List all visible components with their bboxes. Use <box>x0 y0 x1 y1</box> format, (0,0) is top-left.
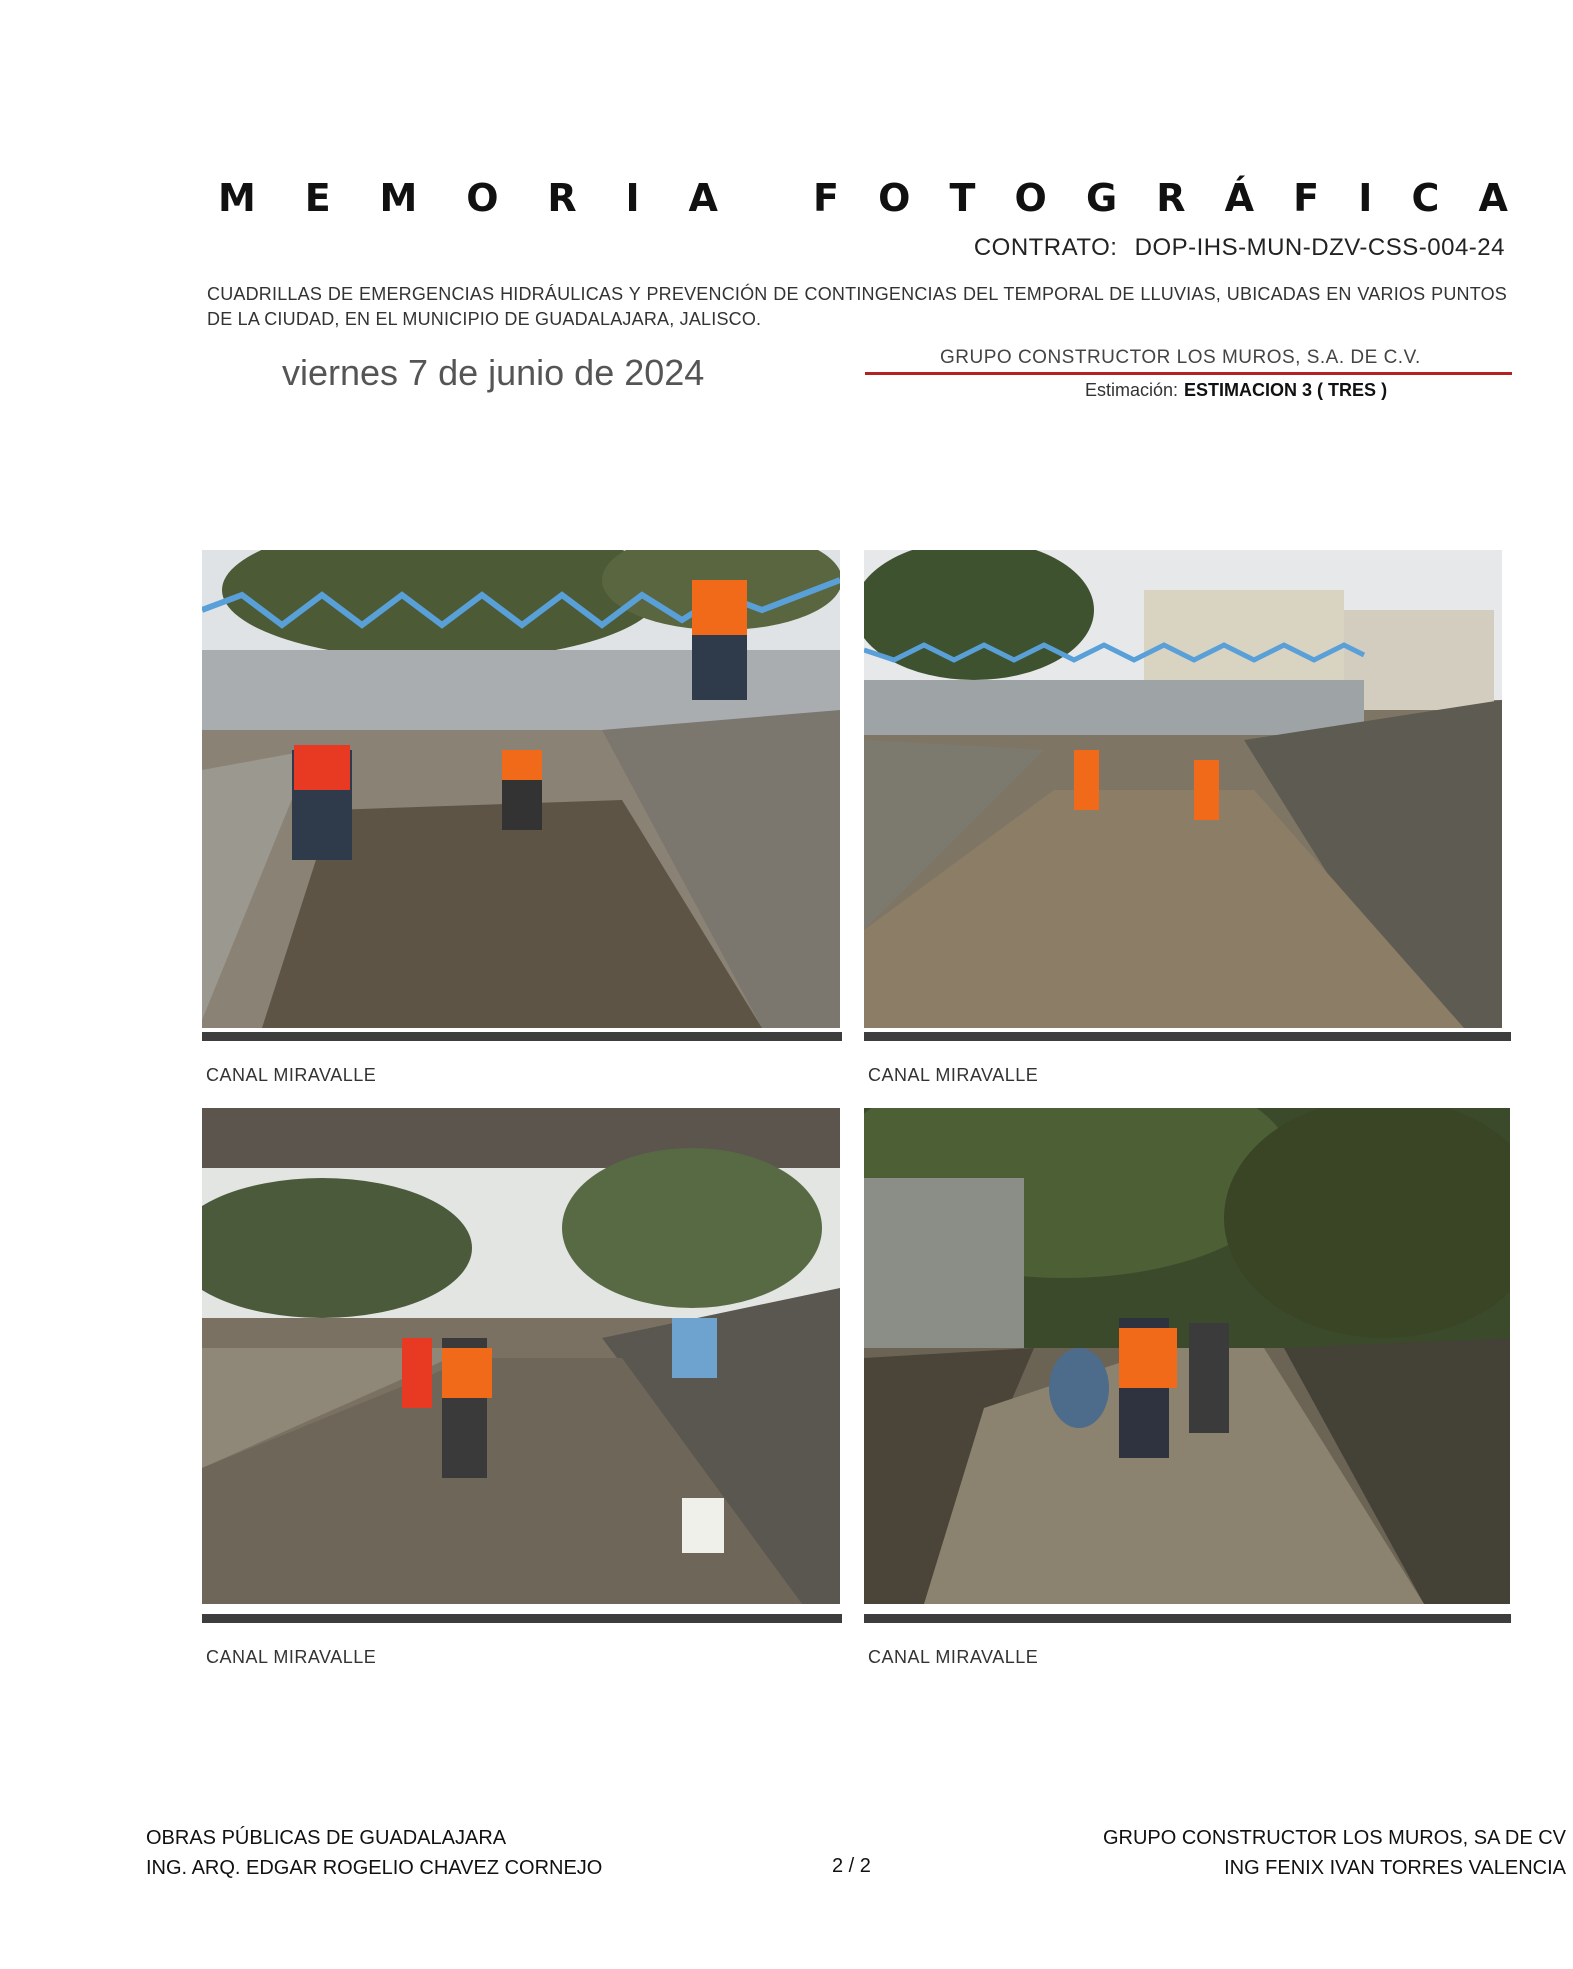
photo-4 <box>864 1108 1510 1604</box>
title-letter: I <box>625 176 640 220</box>
title-letter: A <box>1478 176 1508 220</box>
title-letter: F <box>813 176 839 220</box>
title-letter: I <box>1358 176 1373 220</box>
report-date: viernes 7 de junio de 2024 <box>282 352 705 393</box>
title-letter: R <box>547 176 577 220</box>
title-letter: T <box>949 176 976 220</box>
footer-left-line2: ING. ARQ. EDGAR ROGELIO CHAVEZ CORNEJO <box>146 1857 603 1879</box>
photo-caption-1: CANAL MIRAVALLE <box>206 1065 377 1085</box>
caption-bar-1 <box>202 1032 842 1041</box>
title-letter: O <box>466 176 499 220</box>
photo-3 <box>202 1108 840 1604</box>
title-word-memoria <box>218 176 718 220</box>
photo-caption-3: CANAL MIRAVALLE <box>206 1647 377 1667</box>
footer-right-line1: GRUPO CONSTRUCTOR LOS MUROS, SA DE CV <box>1102 1827 1566 1849</box>
page-number: 2 / 2 <box>832 1855 871 1877</box>
footer-left <box>146 1823 602 1883</box>
title-letter: Á <box>1224 176 1255 220</box>
title-letter: E <box>304 176 331 220</box>
title-letter: O <box>1014 176 1047 220</box>
company-name: GRUPO CONSTRUCTOR LOS MUROS, S.A. DE C.V. <box>940 347 1421 368</box>
estimation-info <box>1085 380 1387 401</box>
page-title <box>218 176 1508 220</box>
title-letter: F <box>1293 176 1320 220</box>
title-letter: G <box>1085 176 1118 220</box>
contract-label: CONTRATO: <box>973 234 1118 261</box>
contract-number: DOP-IHS-MUN-DZV-CSS-004-24 <box>1134 234 1505 261</box>
title-word-fotografica <box>813 176 1508 220</box>
title-letter: O <box>878 176 911 220</box>
footer-right <box>1103 1823 1566 1883</box>
caption-bar-4 <box>864 1614 1511 1623</box>
photo-caption-2: CANAL MIRAVALLE <box>868 1065 1039 1085</box>
title-letter: M <box>218 176 256 220</box>
footer-right-line2: ING FENIX IVAN TORRES VALENCIA <box>1224 1857 1566 1879</box>
photo-caption-4: CANAL MIRAVALLE <box>868 1647 1039 1667</box>
footer-left-line1: OBRAS PÚBLICAS DE GUADALAJARA <box>146 1827 507 1849</box>
title-letter: M <box>379 176 418 220</box>
photo-2 <box>864 550 1502 1028</box>
estimation-value: ESTIMACION 3 ( TRES ) <box>1184 380 1388 400</box>
title-letter: R <box>1156 176 1186 220</box>
title-letter: C <box>1411 176 1440 220</box>
estimation-label: Estimación: <box>1085 380 1179 400</box>
contract-info <box>974 234 1505 262</box>
project-description: CUADRILLAS DE EMERGENCIAS HIDRÁULICAS Y PREVENCIÓN DE CONTINGENCIAS DEL TEMPORAL DE LLUVIAS, UBICADAS EN VARIOS PUNTOS DE LA CIUDAD, EN EL MUNICIPIO DE GUADALAJARA, JALISCO. <box>207 284 1507 329</box>
header-divider <box>865 372 1512 375</box>
caption-bar-2 <box>864 1032 1511 1041</box>
photo-1 <box>202 550 840 1028</box>
caption-bar-3 <box>202 1614 842 1623</box>
title-letter: A <box>688 176 718 220</box>
